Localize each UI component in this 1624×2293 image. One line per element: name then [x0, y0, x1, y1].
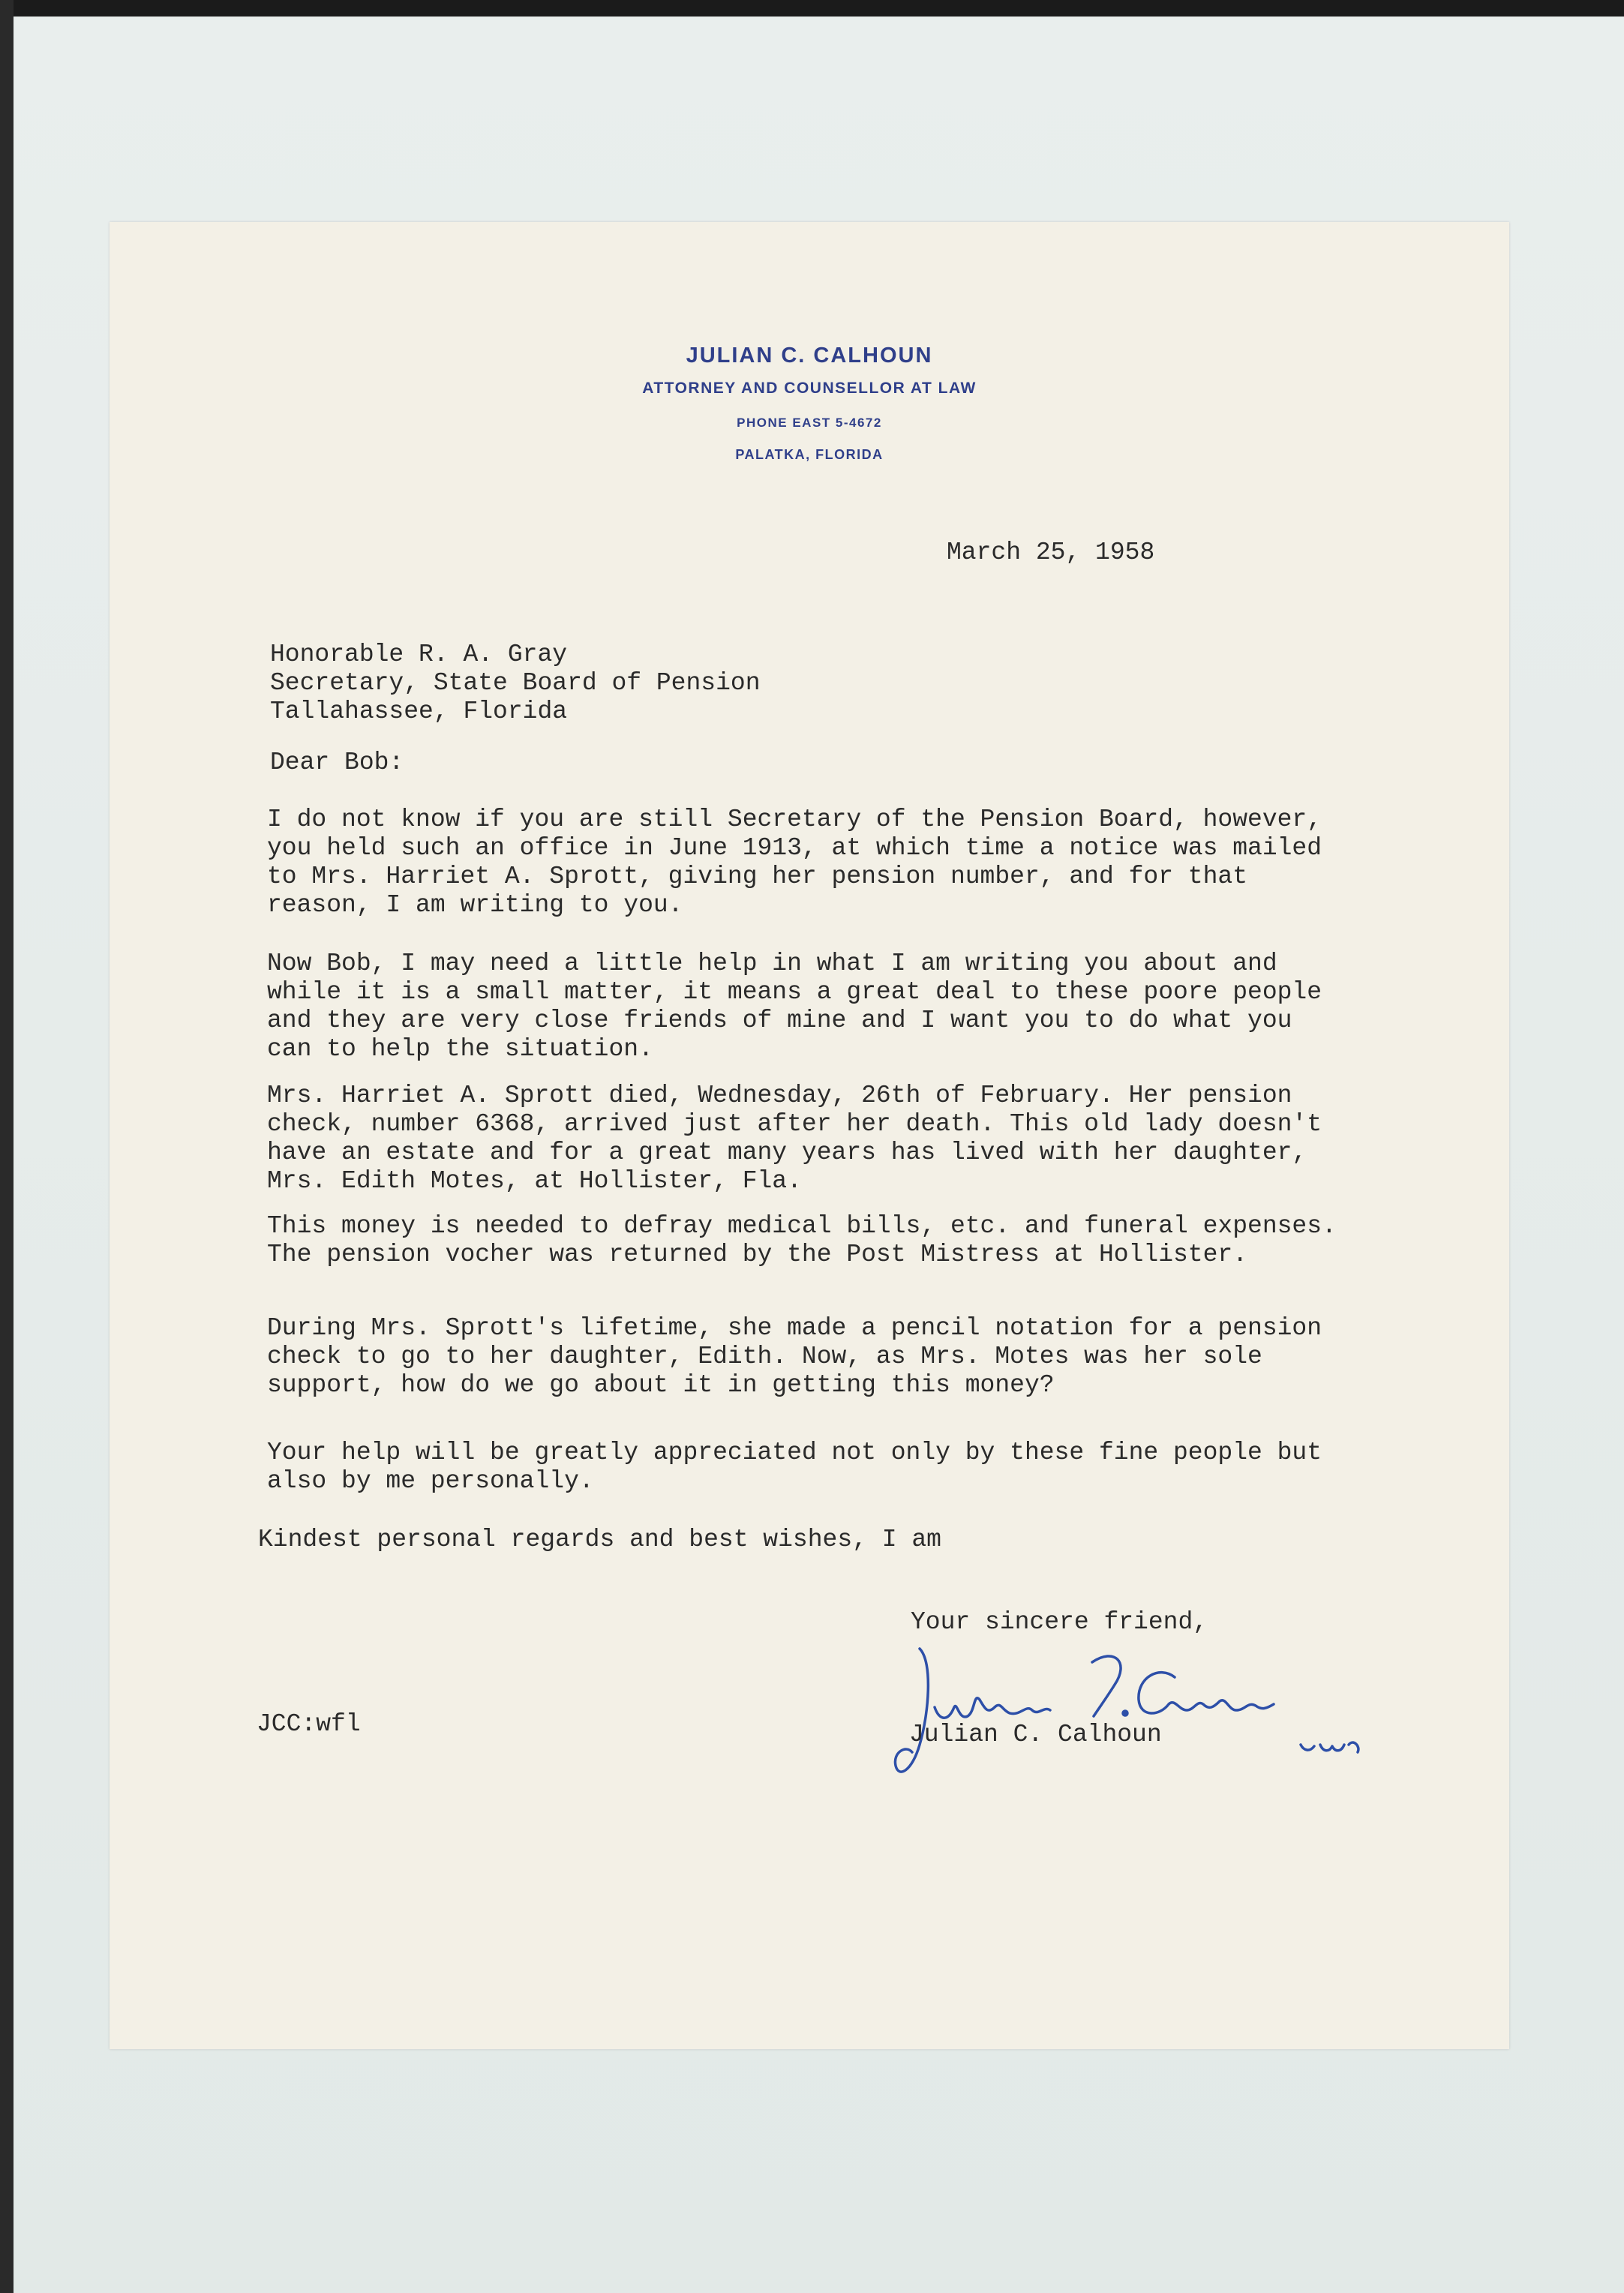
scanner-frame-left: [0, 0, 14, 2293]
letterhead-name: JULIAN C. CALHOUN: [686, 344, 933, 368]
letter-page: [110, 222, 1509, 2049]
body-paragraph-4: This money is needed to defray medical bills, etc. and funeral expenses. The pension vocher was returned by the Post Mistress at Hollister.: [267, 1212, 1337, 1268]
letterhead-city: PALATKA, FLORIDA: [735, 447, 884, 462]
body-paragraph-3: Mrs. Harriet A. Sprott died, Wednesday, 26th of February. Her pension check, number 6368, arrived just after her death. This old lady doesn't have an estate and for a great many years has lived with her daughter, Mrs. Edith Motes, at Hollister, Fla.: [267, 1082, 1322, 1195]
recipient-line-3: Tallahassee, Florida: [270, 698, 568, 725]
scanner-frame-top: [0, 0, 1624, 17]
letterhead-title: ATTORNEY AND COUNSELLOR AT LAW: [642, 380, 977, 397]
letter-date: March 25, 1958: [947, 539, 1155, 566]
body-paragraph-6: Your help will be greatly appreciated not only by these fine people but also by me personally.: [267, 1439, 1322, 1495]
typed-signature-name: Julian C. Calhoun: [909, 1721, 1162, 1748]
recipient-line-2: Secretary, State Board of Pension: [270, 669, 761, 697]
body-paragraph-2: Now Bob, I may need a little help in what I am writing you about and while it is a small matter, it means a great deal to these poore people and they are very close friends of mine and I want you to do what you can to help the situation.: [267, 950, 1322, 1063]
body-paragraph-5: During Mrs. Sprott's lifetime, she made a pencil notation for a pension check to go to her daughter, Edith. Now, as Mrs. Motes was her sole support, how do we go about it in getting this money?: [267, 1314, 1322, 1399]
recipient-line-1: Honorable R. A. Gray: [270, 641, 568, 668]
complimentary-close: Your sincere friend,: [911, 1608, 1208, 1636]
salutation: Dear Bob:: [270, 749, 404, 776]
handwritten-signature: [890, 1632, 1460, 1782]
recipient-address: [270, 641, 761, 726]
closing-line: Kindest personal regards and best wishes, I am: [258, 1526, 941, 1553]
letterhead-phone: PHONE EAST 5-4672: [737, 416, 882, 430]
reference-initials: JCC:wfl: [257, 1710, 361, 1738]
body-paragraph-1: I do not know if you are still Secretary of the Pension Board, however, you held such an office in June 1913, at which time a notice was mailed to Mrs. Harriet A. Sprott, giving her pension number, and for that reason, I am writing to you.: [267, 806, 1322, 919]
